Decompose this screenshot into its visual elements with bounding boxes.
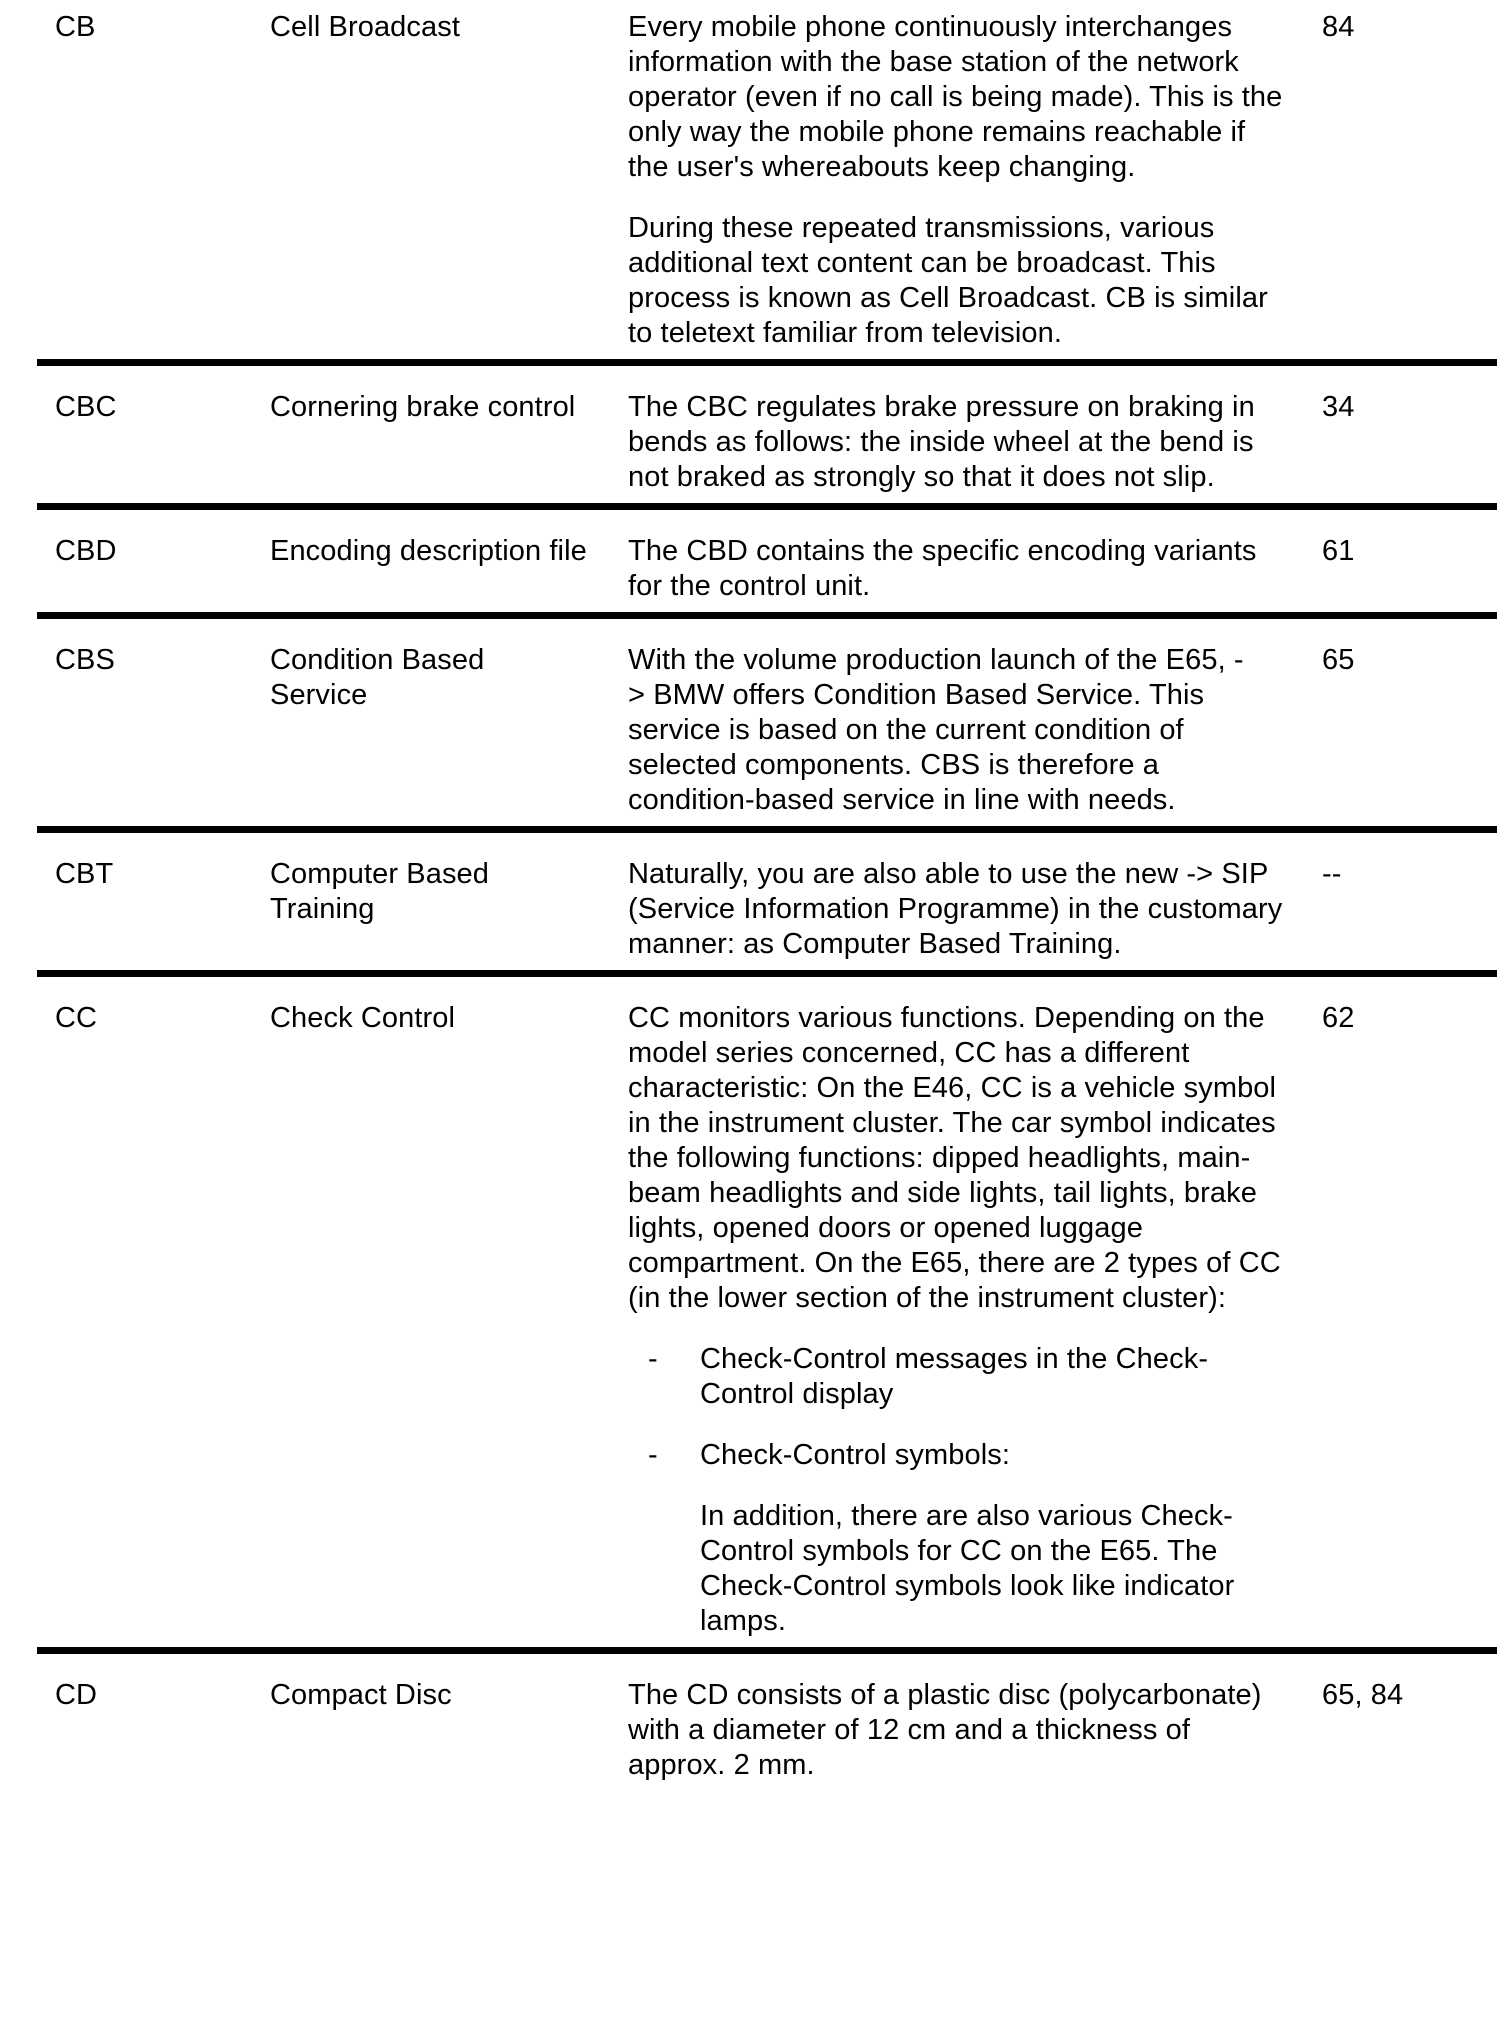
bullet-item (628, 1342, 1288, 1412)
abbr-cell: CBD (55, 535, 117, 567)
description-paragraph: Naturally, you are also able to use the new -> SIP (Service Information Programme) in the customary manner: as Computer Based Training. (628, 858, 1283, 960)
term-cell: Computer Based Training (270, 858, 490, 925)
description-cell (628, 1678, 1322, 1783)
description-paragraph: The CBC regulates brake pressure on braking in bends as follows: the inside wheel at the bend is not braked as strongly so that it does not slip. (628, 391, 1255, 493)
term-cell: Encoding description file (270, 535, 587, 567)
description-paragraph: Every mobile phone continuously interchanges information with the base station of the network operator (even if no call is being made). This is the only way the mobile phone remains reachable if the user's whereabouts keep changing. (628, 11, 1283, 183)
glossary-table (37, 0, 1497, 1791)
page-ref-cell: 84 (1322, 11, 1355, 43)
abbr-cell: CBS (55, 644, 115, 676)
description-cell (628, 390, 1322, 495)
page-ref-cell: 65, 84 (1322, 1679, 1404, 1711)
glossary-row-cbs (37, 619, 1497, 826)
glossary-row-cbd (37, 510, 1497, 612)
term-cell: Compact Disc (270, 1679, 452, 1711)
glossary-row-cb (37, 0, 1497, 359)
row-divider (37, 503, 1497, 510)
description-paragraph: The CD consists of a plastic disc (polycarbonate) with a diameter of 12 cm and a thickness of approx. 2 mm. (628, 1679, 1262, 1781)
description-paragraph: With the volume production launch of the E65, -> BMW offers Condition Based Service. This service is based on the current condition of selected components. CBS is therefore a condition-based service in line with needs. (628, 644, 1244, 816)
page-ref-cell: -- (1322, 858, 1342, 890)
row-divider (37, 359, 1497, 366)
glossary-row-cbt (37, 833, 1497, 970)
term-cell: Cell Broadcast (270, 11, 460, 43)
description-subparagraph: In addition, there are also various Check-Control symbols for CC on the E65. The Check-Control symbols look like indicator lamps. (700, 1500, 1235, 1637)
page-ref-cell: 65 (1322, 644, 1355, 676)
description-cell (628, 1001, 1322, 1639)
description-cell (628, 857, 1322, 962)
abbr-cell: CB (55, 11, 96, 43)
bullet-dash-icon: - (648, 1343, 658, 1375)
page-ref-cell: 62 (1322, 1002, 1355, 1034)
description-cell (628, 534, 1322, 604)
page-ref-cell: 34 (1322, 391, 1355, 423)
glossary-row-cbc (37, 366, 1497, 503)
bullet-dash-icon: - (648, 1439, 658, 1471)
abbr-cell: CC (55, 1002, 98, 1034)
abbr-cell: CBC (55, 391, 117, 423)
term-cell: Condition Based Service (270, 644, 485, 711)
row-divider (37, 970, 1497, 977)
description-paragraph: During these repeated transmissions, various additional text content can be broadcast. This process is known as Cell Broadcast. CB is similar to teletext familiar from television. (628, 212, 1268, 349)
glossary-row-cd (37, 1654, 1497, 1791)
term-cell: Check Control (270, 1002, 456, 1034)
description-cell (628, 643, 1322, 818)
abbr-cell: CD (55, 1679, 98, 1711)
row-divider (37, 612, 1497, 619)
row-divider (37, 826, 1497, 833)
glossary-row-cc (37, 977, 1497, 1647)
bullet-text: Check-Control symbols: (700, 1439, 1011, 1471)
row-divider (37, 1647, 1497, 1654)
page-ref-cell: 61 (1322, 535, 1355, 567)
term-cell: Cornering brake control (270, 391, 576, 423)
abbr-cell: CBT (55, 858, 114, 890)
description-paragraph: The CBD contains the specific encoding variants for the control unit. (628, 535, 1257, 602)
bullet-text: Check-Control messages in the Check-Control display (700, 1343, 1209, 1410)
description-cell (628, 10, 1322, 351)
description-paragraph: CC monitors various functions. Depending on the model series concerned, CC has a different characteristic: On the E46, CC is a vehicle symbol in the instrument cluster. The car symbol indicates the following functions: dipped headlights, main-beam headlights and side lights, tail lights, brake lights, opened doors or opened luggage compartment. On the E65, there are 2 types of CC (in the lower section of the instrument cluster): (628, 1002, 1281, 1314)
bullet-item (628, 1438, 1288, 1473)
